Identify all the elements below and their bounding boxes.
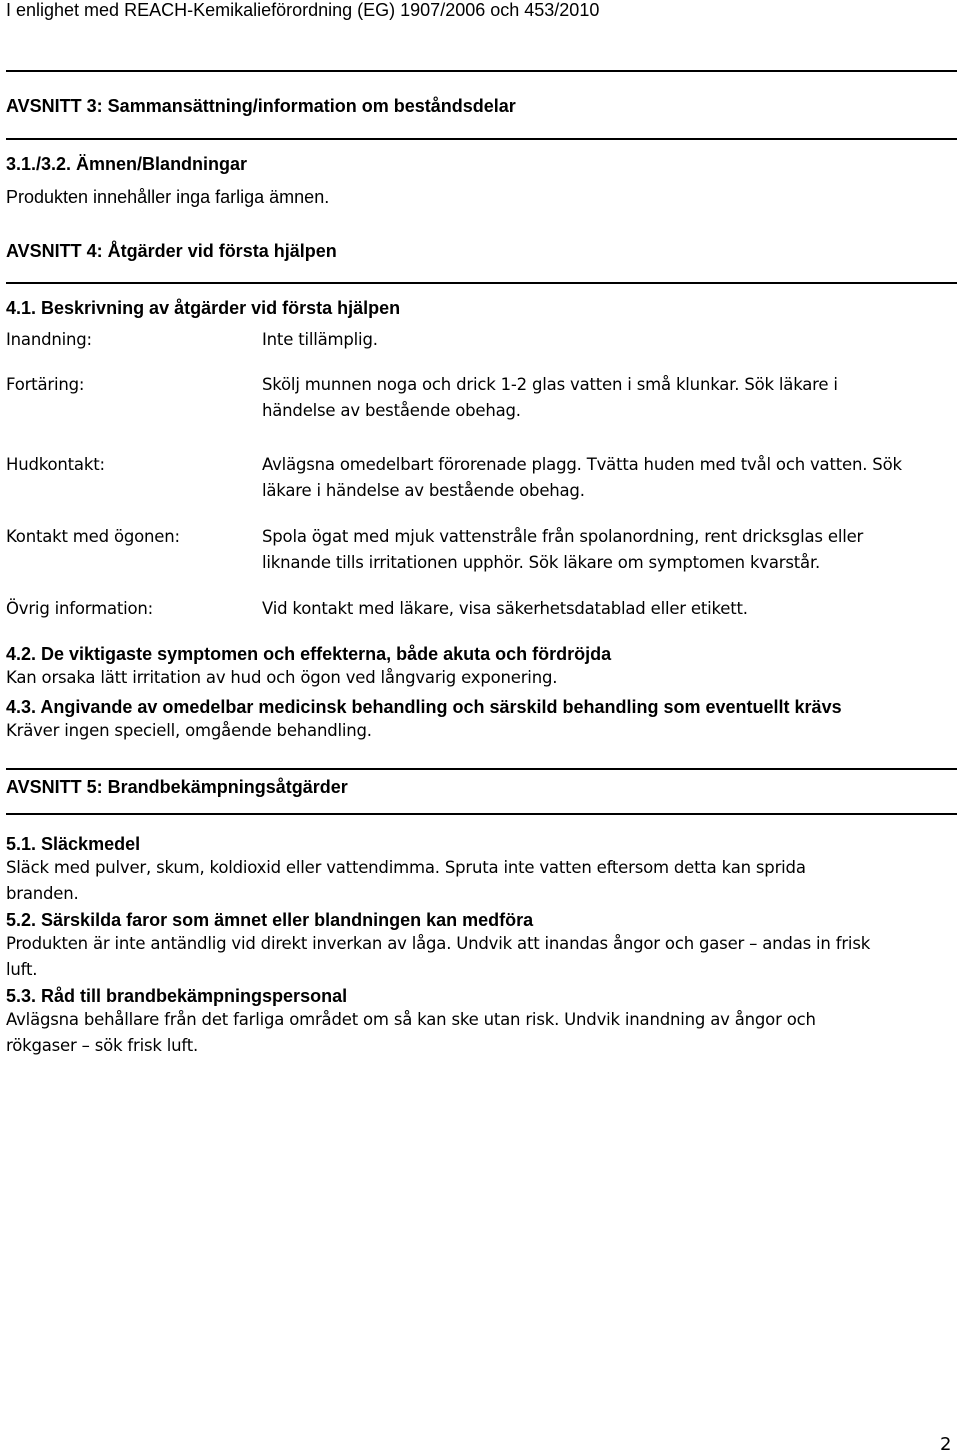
section-4-heading: AVSNITT 4: Åtgärder vid första hjälpen <box>6 241 337 261</box>
first-aid-text-inhalation: Inte tillämplig. <box>262 330 378 349</box>
section-4-2-text: Kan orsaka lätt irritation av hud och ögon ved långvarig exponering. <box>6 668 558 687</box>
document-header: I enlighet med REACH-Kemikalieförordning (EG) 1907/2006 och 453/2010 <box>6 0 600 20</box>
section-5-heading: AVSNITT 5: Brandbekämpningsåtgärder <box>6 777 348 797</box>
section-divider <box>6 768 957 770</box>
section-divider <box>6 70 957 72</box>
section-5-1-text-cont: branden. <box>6 884 79 903</box>
section-3-text: Produkten innehåller inga farliga ämnen. <box>6 187 330 207</box>
first-aid-text-ingestion: Skölj munnen noga och drick 1-2 glas vatten i små klunkar. Sök läkare i <box>262 375 838 394</box>
first-aid-text-ingestion-cont: händelse av bestående obehag. <box>262 401 521 420</box>
first-aid-text-eyes-cont: liknande tills irritationen upphör. Sök läkare om symptomen kvarstår. <box>262 553 821 572</box>
section-5-2-heading: 5.2. Särskilda faror som ämnet eller blandningen kan medföra <box>6 910 534 930</box>
page-number: 2 <box>940 1434 952 1455</box>
section-divider <box>6 813 957 815</box>
first-aid-text-skin-cont: läkare i händelse av bestående obehag. <box>262 481 585 500</box>
section-3-1-heading: 3.1./3.2. Ämnen/Blandningar <box>6 154 248 174</box>
first-aid-text-eyes: Spola ögat med mjuk vattenstråle från spolanordning, rent dricksglas eller <box>262 527 864 546</box>
section-5-2-text: Produkten är inte antändlig vid direkt inverkan av låga. Undvik att inandas ångor och gaser – andas in frisk <box>6 934 871 953</box>
section-5-3-text-cont: rökgaser – sök frisk luft. <box>6 1036 199 1055</box>
first-aid-label-other: Övrig information: <box>6 599 154 618</box>
section-5-3-text: Avlägsna behållare från det farliga området om så kan ske utan risk. Undvik inandning av ångor och <box>6 1010 816 1029</box>
section-4-3-text: Kräver ingen speciell, omgående behandling. <box>6 721 372 740</box>
first-aid-label-eyes: Kontakt med ögonen: <box>6 527 180 546</box>
first-aid-text-other: Vid kontakt med läkare, visa säkerhetsdatablad eller etikett. <box>262 599 748 618</box>
section-divider <box>6 282 957 284</box>
section-3-heading: AVSNITT 3: Sammansättning/information om beståndsdelar <box>6 96 516 116</box>
section-4-1-heading: 4.1. Beskrivning av åtgärder vid första hjälpen <box>6 298 401 318</box>
section-5-3-heading: 5.3. Råd till brandbekämpningspersonal <box>6 986 348 1006</box>
first-aid-label-skin: Hudkontakt: <box>6 455 105 474</box>
first-aid-text-skin: Avlägsna omedelbart förorenade plagg. Tvätta huden med tvål och vatten. Sök <box>262 455 902 474</box>
section-5-1-heading: 5.1. Släckmedel <box>6 834 141 854</box>
section-divider <box>6 138 957 140</box>
section-4-3-heading: 4.3. Angivande av omedelbar medicinsk behandling och särskild behandling som eventuellt krävs <box>6 697 842 717</box>
section-4-2-heading: 4.2. De viktigaste symptomen och effekterna, både akuta och fördröjda <box>6 644 612 664</box>
section-5-1-text: Släck med pulver, skum, koldioxid eller vattendimma. Spruta inte vatten eftersom detta kan sprida <box>6 858 806 877</box>
first-aid-label-inhalation: Inandning: <box>6 330 92 349</box>
first-aid-label-ingestion: Fortäring: <box>6 375 85 394</box>
section-5-2-text-cont: luft. <box>6 960 38 979</box>
